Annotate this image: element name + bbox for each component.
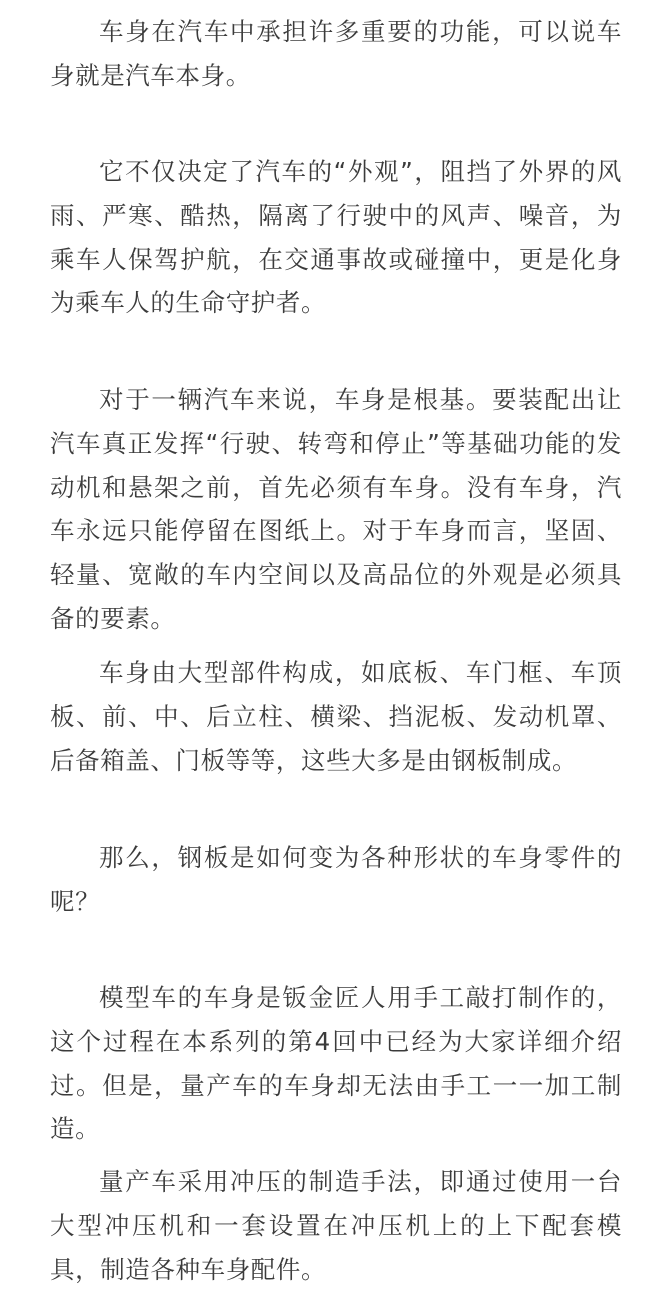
paragraph-3: 对于一辆汽车来说，车身是根基。要装配出让汽车真正发挥“行驶、转弯和停止”等基础功能的发动机和悬架之前，首先必须有车身。没有车身，汽车永远只能停留在图纸上。对于车身而言，坚固、轻量、宽敞的车内空间以及高品位的外观是必须具备的要素。: [50, 385, 622, 633]
paragraph-1: 车身在汽车中承担许多重要的功能，可以说车身就是汽车本身。: [50, 17, 622, 90]
paragraph-4: 车身由大型部件构成，如底板、车门框、车顶板、前、中、后立柱、横梁、挡泥板、发动机罩、后备箱盖、门板等等，这些大多是由钢板制成。: [50, 658, 622, 775]
paragraph-5: 那么，钢板是如何变为各种形状的车身零件的呢？: [50, 843, 622, 916]
paragraph-7: 量产车采用冲压的制造手法，即通过使用一台大型冲压机和一套设置在冲压机上的上下配套模具，制造各种车身配件。: [50, 1167, 622, 1284]
paragraph-6: 模型车的车身是钣金匠人用手工敲打制作的，这个过程在本系列的第4回中已经为大家详细介绍过。但是，量产车的车身却无法由手工一一加工制造。: [50, 983, 622, 1144]
paragraph-2: 它不仅决定了汽车的“外观”，阻挡了外界的风雨、严寒、酷热，隔离了行驶中的风声、噪音，为乘车人保驾护航，在交通事故或碰撞中，更是化身为乘车人的生命守护者。: [50, 157, 622, 318]
